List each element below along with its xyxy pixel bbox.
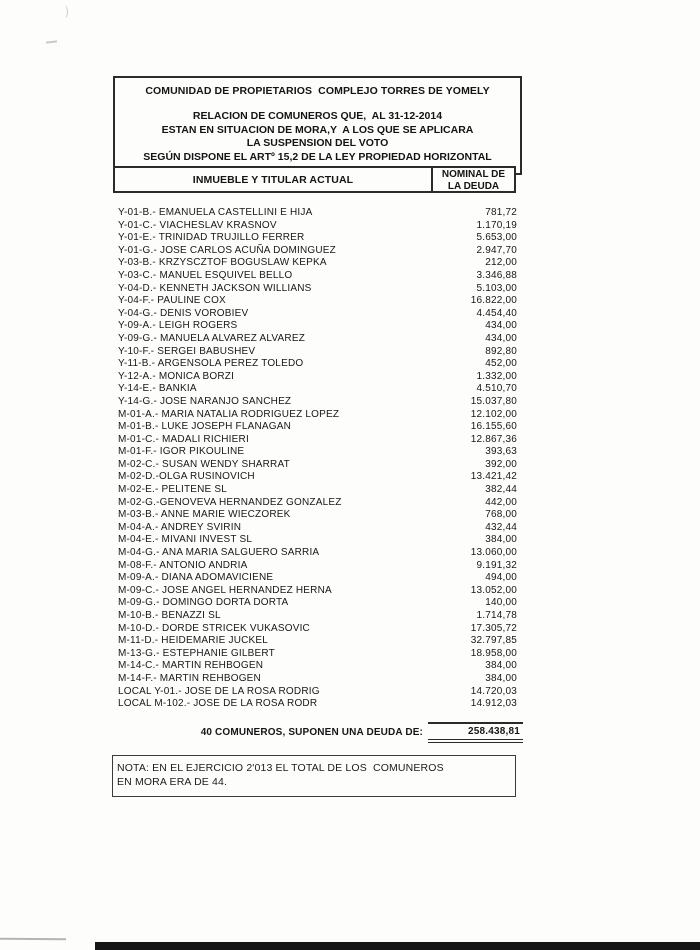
table-row — [118, 346, 517, 359]
row-inmueble-titular: M-02-G.-GENOVEVA HERNANDEZ GONZALEZ — [118, 496, 342, 508]
column-header-nominal-line2: LA DEUDA — [447, 180, 500, 192]
row-inmueble-titular: M-14-F.- MARTIN REHBOGEN — [118, 672, 261, 684]
row-deuda: 12.102,00 — [470, 408, 517, 420]
table-row — [118, 383, 517, 396]
row-deuda: 13.421,42 — [470, 471, 517, 483]
row-inmueble-titular: M-04-E.- MIVANI INVEST SL — [118, 534, 253, 546]
row-deuda: 4.510,70 — [476, 383, 517, 395]
pencil-mark-squiggle — [61, 5, 69, 18]
table-row — [118, 547, 517, 560]
table-row — [118, 434, 517, 447]
row-inmueble-titular: M-08-F.- ANTONIO ANDRIA — [118, 559, 248, 571]
row-deuda: 4.454,40 — [476, 307, 517, 319]
table-row — [118, 698, 517, 711]
table-row — [118, 371, 517, 384]
table-row — [118, 509, 517, 522]
row-deuda: 14.720,03 — [470, 685, 517, 697]
table-row — [118, 409, 517, 422]
row-deuda: 16.822,00 — [470, 295, 517, 307]
row-deuda: 452,00 — [485, 358, 517, 370]
row-deuda: 18.958,00 — [470, 647, 517, 659]
row-deuda: 434,00 — [485, 332, 517, 344]
table-row — [118, 245, 517, 258]
row-inmueble-titular: M-13-G.- ESTEPHANIE GILBERT — [118, 647, 275, 659]
row-inmueble-titular: Y-04-G.- DENIS VOROBIEV — [118, 307, 249, 319]
row-inmueble-titular: Y-01-C.- VIACHESLAV KRASNOV — [118, 219, 277, 231]
row-inmueble-titular: M-01-B.- LUKE JOSEPH FLANAGAN — [118, 421, 292, 433]
row-deuda: 1.170,19 — [476, 219, 517, 231]
row-inmueble-titular: LOCAL Y-01.- JOSE DE LA ROSA RODRIG — [118, 685, 320, 697]
row-inmueble-titular: Y-01-G.- JOSE CARLOS ACUÑA DOMINGUEZ — [118, 244, 336, 256]
row-deuda: 434,00 — [485, 320, 517, 332]
row-inmueble-titular: M-09-G.- DOMINGO DORTA DORTA — [118, 597, 289, 609]
row-inmueble-titular: Y-14-E.- BANKIA — [118, 383, 197, 395]
row-inmueble-titular: Y-11-B.- ARGENSOLA PEREZ TOLEDO — [118, 358, 304, 370]
table-row — [118, 635, 517, 648]
row-inmueble-titular: Y-03-C.- MANUEL ESQUIVEL BELLO — [118, 269, 293, 281]
row-deuda: 781,72 — [485, 207, 517, 218]
row-inmueble-titular: Y-04-D.- KENNETH JACKSON WILLIANS — [118, 282, 312, 294]
row-inmueble-titular: M-03-B.- ANNE MARIE WIECZOREK — [118, 509, 291, 521]
table-row — [118, 471, 517, 484]
nota-line2: EN MORA ERA DE 44. — [117, 776, 228, 788]
table-row — [118, 572, 517, 585]
row-inmueble-titular: Y-09-G.- MANUELA ALVAREZ ALVAREZ — [118, 332, 306, 344]
table-row — [118, 232, 517, 245]
row-inmueble-titular: Y-10-F.- SERGEI BABUSHEV — [118, 345, 256, 357]
total-amount: 258.438,81 — [428, 722, 523, 743]
nota-box — [112, 755, 516, 797]
row-deuda: 384,00 — [485, 534, 517, 546]
document-subtitle-line: ESTAN EN SITUACION DE MORA,Y A LOS QUE SE APLICARA — [161, 123, 474, 136]
table-row — [118, 497, 517, 510]
column-header-inmueble-titular: INMUEBLE Y TITULAR ACTUAL — [115, 168, 433, 191]
table-row — [118, 220, 517, 233]
row-deuda: 5.103,00 — [476, 282, 517, 294]
table-row — [118, 257, 517, 270]
row-deuda: 14.912,03 — [470, 698, 517, 710]
document-subtitle-line: RELACION DE COMUNEROS QUE, AL 31-12-2014 — [192, 110, 443, 122]
row-deuda: 1.714,78 — [476, 610, 517, 621]
table-row — [118, 207, 517, 220]
table-row — [118, 358, 517, 371]
row-inmueble-titular: M-01-C.- MADALI RICHIERI — [118, 433, 249, 445]
row-deuda: 392,00 — [485, 458, 517, 470]
row-inmueble-titular: Y-09-A.- LEIGH ROGERS — [118, 320, 238, 332]
row-inmueble-titular: M-10-B.- BENAZZI SL — [118, 610, 221, 621]
row-deuda: 442,00 — [485, 496, 517, 508]
table-row — [118, 270, 517, 283]
row-deuda: 140,00 — [485, 597, 517, 609]
row-deuda: 384,00 — [485, 660, 517, 672]
row-deuda: 382,44 — [485, 484, 517, 496]
pencil-mark-dash — [46, 40, 57, 43]
table-row — [118, 585, 517, 598]
table-row — [118, 446, 517, 459]
row-deuda: 393,63 — [485, 446, 517, 458]
row-inmueble-titular: M-14-C.- MARTIN REHBOGEN — [118, 660, 264, 672]
scan-artifact-bar — [95, 942, 700, 950]
row-inmueble-titular: Y-14-G.- JOSE NARANJO SANCHEZ — [118, 395, 292, 407]
table-row — [118, 597, 517, 610]
row-inmueble-titular: Y-03-B.- KRZYSCZTOF BOGUSLAW KEPKA — [118, 257, 327, 269]
row-inmueble-titular: M-02-C.- SUSAN WENDY SHARRAT — [118, 458, 290, 470]
table-row — [118, 686, 517, 699]
table-row — [118, 308, 517, 321]
total-label: 40 COMUNEROS, SUPONEN UNA DEUDA DE: — [200, 727, 423, 738]
row-deuda: 15.037,80 — [470, 395, 517, 407]
row-inmueble-titular: M-09-A.- DIANA ADOMAVICIENE — [118, 572, 274, 584]
row-inmueble-titular: M-02-D.-OLGA RUSINOVICH — [118, 471, 255, 483]
row-deuda: 1.332,00 — [476, 370, 517, 382]
row-deuda: 13.052,00 — [470, 584, 517, 596]
table-row — [118, 534, 517, 547]
row-deuda: 3.346,88 — [476, 269, 517, 281]
row-deuda: 13.060,00 — [470, 547, 517, 559]
row-deuda: 384,00 — [485, 672, 517, 684]
row-deuda: 432,44 — [485, 521, 517, 533]
table-row — [118, 673, 517, 686]
row-inmueble-titular: M-10-D.- DORDE STRICEK VUKASOVIC — [118, 622, 310, 634]
row-inmueble-titular: Y-04-F.- PAULINE COX — [118, 295, 226, 307]
row-deuda: 5.653,00 — [476, 232, 517, 244]
table-row — [118, 295, 517, 308]
row-inmueble-titular: Y-12-A.- MONICA BORZI — [118, 370, 235, 382]
row-inmueble-titular: LOCAL M-102.- JOSE DE LA ROSA RODR — [118, 698, 318, 710]
row-deuda: 768,00 — [485, 509, 517, 521]
row-inmueble-titular: M-04-G.- ANA MARIA SALGUERO SARRIA — [118, 547, 320, 559]
document-subtitle-line: SEGÚN DISPONE EL ARTº 15,2 DE LA LEY PROPIEDAD HORIZONTAL — [143, 150, 492, 163]
table-row — [118, 283, 517, 296]
row-deuda: 212,00 — [485, 257, 517, 269]
row-deuda: 2.947,70 — [476, 244, 517, 256]
row-inmueble-titular: M-01-F.- IGOR PIKOULINE — [118, 446, 245, 458]
document-subtitle-line: LA SUSPENSION DEL VOTO — [246, 137, 389, 149]
row-deuda: 892,80 — [485, 345, 517, 357]
table-row — [118, 320, 517, 333]
row-deuda: 494,00 — [485, 572, 517, 584]
row-inmueble-titular: M-04-A.- ANDREY SVIRIN — [118, 521, 242, 533]
row-deuda: 12.867,36 — [470, 433, 517, 445]
scan-artifact-line — [0, 938, 66, 940]
column-header-nominal-deuda — [433, 168, 514, 191]
row-deuda: 17.305,72 — [470, 622, 517, 634]
row-deuda: 9.191,32 — [476, 559, 517, 571]
table-row — [118, 623, 517, 636]
debtor-list — [118, 207, 517, 711]
table-row — [118, 421, 517, 434]
row-inmueble-titular: M-11-D.- HEIDEMARIE JUCKEL — [118, 635, 269, 647]
row-deuda: 16.155,60 — [470, 421, 517, 433]
row-inmueble-titular: M-01-A.- MARIA NATALIA RODRIGUEZ LOPEZ — [118, 408, 340, 420]
column-header-nominal-line1: NOMINAL DE — [441, 169, 506, 180]
row-inmueble-titular: Y-01-B.- EMANUELA CASTELLINI E HIJA — [118, 207, 313, 218]
table-row — [118, 648, 517, 661]
table-row — [118, 459, 517, 472]
table-row — [118, 396, 517, 409]
nota-line1: NOTA: EN EL EJERCICIO 2'013 EL TOTAL DE LOS COMUNEROS — [117, 762, 444, 774]
row-inmueble-titular: M-02-E.- PELITENE SL — [118, 484, 228, 496]
row-deuda: 32.797,85 — [470, 635, 517, 647]
row-inmueble-titular: M-09-C.- JOSE ANGEL HERNANDEZ HERNA — [118, 584, 332, 596]
table-header — [113, 166, 516, 193]
table-row — [118, 610, 517, 623]
document-title: COMUNIDAD DE PROPIETARIOS COMPLEJO TORRES DE YOMELY — [145, 85, 490, 97]
table-row — [118, 522, 517, 535]
table-row — [118, 560, 517, 573]
table-row — [118, 660, 517, 673]
total-line — [113, 722, 523, 743]
table-row — [118, 333, 517, 346]
row-inmueble-titular: Y-01-E.- TRINIDAD TRUJILLO FERRER — [118, 232, 305, 244]
document-header-box — [113, 76, 522, 175]
table-row — [118, 484, 517, 497]
